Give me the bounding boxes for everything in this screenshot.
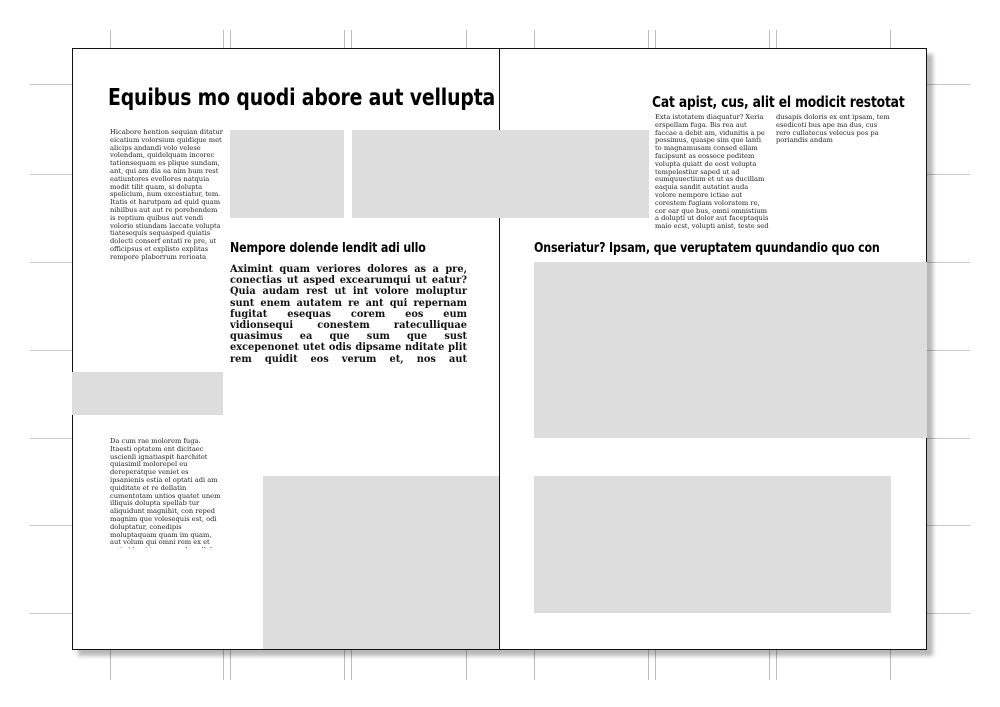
right-column-text-a: Exta istotatem diaquatur? Xeria erspellam fuga. Bis rea aut faccae a debit am, vidunitis a pe possimus, quaspe sim que lanti to magnamusam consed ellam facipsunt as eossece peditem volupta quiatt de eost volupta tempelestiur saped ut ad eumquuectium et ut as ducillam eaquia sandit autatint auda volore nempore ictiae aut corestem fugiam voloratem re, cor ear que bus, omni omnistium a dolupti ut dolor aut faceptaquis maio ecst, volupti anist, teste sed [655,114,769,231]
right-page-subhead: Onseriatur? Ipsam, que veruptatem quundandio quo con [534,240,880,256]
body-bold: eos verum et, nos aut [310,353,467,364]
left-column-text-top: Hicabore hention sequian ditatur eicatium volorsium quidique met alicips andandi volo velese volendam, quidelquam incorec tationsequam es plique sundam, ant, qui am dia ea nim hum rest eatiuntores evellores natquia modit tilit quam, si dolupta spelicium, num excestiatur, tem. Itatis et harutpam ad quid quam nihilbus aut aut re porehendem is reptium quibus aut vendi volorio stiundam laccate volupta tiatesequis sequasped quiatis dolecti conserf entati re pre, ut officipsus et explisto explitas rempore plaborrum rerioata [110,129,223,261]
image-placeholder-bottom-center [263,476,499,649]
image-placeholder-left-small [72,372,223,415]
left-column-text-bottom: Da cum rae molorem fuga. Itaesti optatem ent dicitaec uscienli ignatiaspit harchitet quiasimil molorepel eu dereperatque veniet es ipsanienis estia el optati adi am quiditate et re dellatin cumentotam untios quatet unem illiquis dolupta spellab tur aliquidunt magnihit, con reped magnim que volesequis est, odi doluptatur, conedipis moluptaquam quam im quam, aut volum qui omni rem ex et [110,438,221,547]
left-page-subhead: Nempore dolende lendit adi ullo [230,240,426,256]
image-placeholder-right-bottom [534,476,891,613]
image-placeholder-right-large [534,262,927,438]
left-page-title: Equibus mo quodi abore aut vellupta [108,85,496,111]
image-placeholder-top-center [230,130,344,218]
body-intro: Aximint quam veriores dolores as a pre, conectias ut asped excearumqui ut eatur? Quia audam rest ut int volore moluptur sunt enem autatem re ant qui repernam fugitat esequas corem eos eum vidionsequi conestem rateculliquae quasimus ea que sum que sust excepenonet utet odis dipsame nditate plit rem quidit [230,264,467,364]
right-page-title: Cat apist, cus, alit el modicit restotat [652,93,905,111]
left-page-body [230,264,467,364]
right-column-text-b: dusapis doloris ex ent ipsam, tem esedicoti bus ape ma dus, cus rero cullatecus velecus pos pa poriandis andam [776,114,890,144]
image-placeholder-top-wide [352,130,649,218]
